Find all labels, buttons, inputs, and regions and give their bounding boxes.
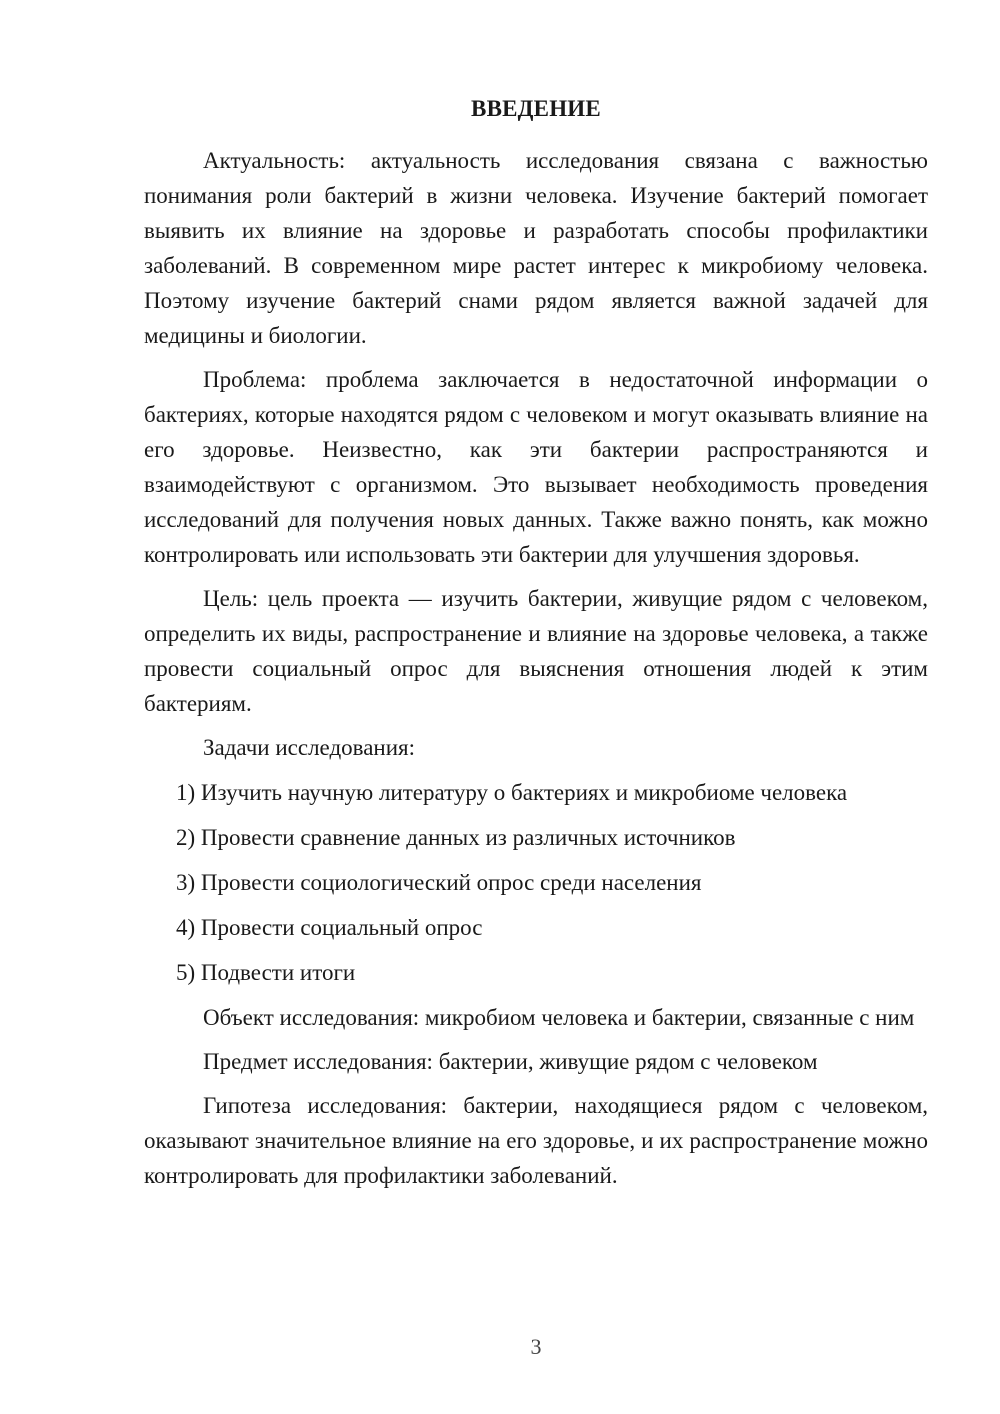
- tasks-heading: Задачи исследования:: [203, 735, 416, 760]
- page-title: ВВЕДЕНИЕ: [471, 96, 601, 121]
- page-number: 3: [530, 1334, 542, 1359]
- task-item: 4) Провести социальный опрос: [176, 915, 483, 940]
- goal-paragraph: Цель: цель проекта — изучить бактерии, живущие рядом с человеком, определить их виды, распространение и влияние на здоровье человека, а также провести социальный опрос для выяснения отношения людей к этим бактериям.: [144, 586, 928, 716]
- task-item: 5) Подвести итоги: [176, 960, 356, 985]
- task-item: 3) Провести социологический опрос среди населения: [176, 870, 702, 895]
- subject-paragraph: Предмет исследования: бактерии, живущие рядом с человеком: [203, 1049, 818, 1074]
- task-item: 1) Изучить научную литературу о бактериях и микробиоме человека: [176, 780, 848, 805]
- hypothesis-paragraph: Гипотеза исследования: бактерии, находящиеся рядом с человеком, оказывают значительное влияние на его здоровье, и их распространение можно контролировать для профилактики заболеваний.: [144, 1093, 928, 1188]
- relevance-paragraph: Актуальность: актуальность исследования связана с важностью понимания роли бактерий в жизни человека. Изучение бактерий помогает выявить их влияние на здоровье и разработать способы профилактики заболеваний. В современном мире растет интерес к микробиому человека. Поэтому изучение бактерий снами рядом является важной задачей для медицины и биологии.: [144, 148, 928, 348]
- object-paragraph: Объект исследования: микробиом человека и бактерии, связанные с ним: [203, 1005, 915, 1030]
- task-item: 2) Провести сравнение данных из различных источников: [176, 825, 736, 850]
- problem-paragraph: Проблема: проблема заключается в недостаточной информации о бактериях, которые находятся рядом с человеком и могут оказывать влияние на его здоровье. Неизвестно, как эти бактерии распространяются и взаимодействуют с организмом. Это вызывает необходимость проведения исследований для получения новых данных. Также важно понять, как можно контролировать или использовать эти бактерии для улучшения здоровья.: [144, 367, 928, 567]
- document-body: [144, 143, 928, 1202]
